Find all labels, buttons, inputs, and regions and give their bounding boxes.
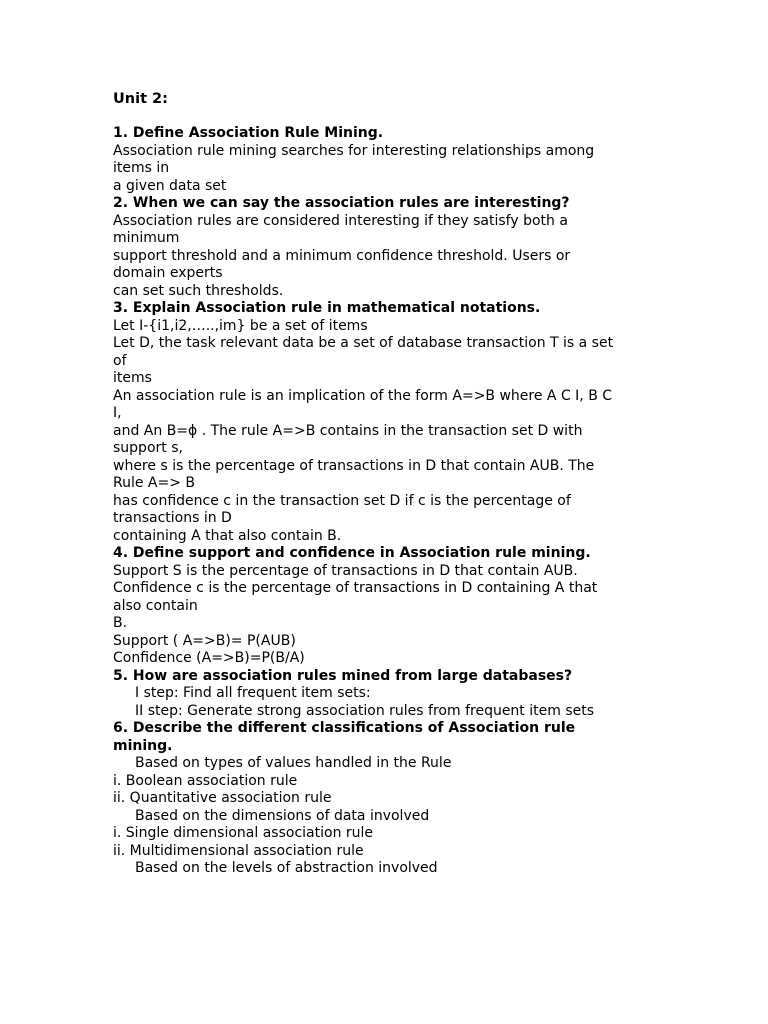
answer-line: support threshold and a minimum confidence threshold. Users or (113, 247, 571, 264)
answer-line: Support S is the percentage of transactions in D that contain AUB. (113, 562, 578, 579)
classification-item: i. Single dimensional association rule (113, 825, 374, 841)
answer-line: Association rule mining searches for interesting relationships among (113, 142, 595, 159)
question-heading: 1. Define Association Rule Mining. (113, 125, 384, 141)
unit-title: Unit 2: (113, 91, 168, 107)
classification-category: Based on types of values handled in the Rule (135, 755, 452, 771)
answer-line: Let I-{i1,i2,…..,im} be a set of items (113, 317, 368, 334)
section-4 (113, 545, 658, 668)
answer-line: transactions in D (113, 510, 232, 526)
question-heading: 6. Describe the different classifications of Association rule (113, 720, 576, 736)
question-heading: 2. When we can say the association rules are interesting? (113, 195, 570, 211)
question-heading: 4. Define support and confidence in Association rule mining. (113, 545, 591, 561)
answer-line: also contain (113, 597, 198, 614)
answer-line: An association rule is an implication of the form A=>B where A C I, B C (113, 387, 613, 404)
answer-line: I, (113, 405, 122, 421)
classification-item: i. Boolean association rule (113, 772, 298, 789)
answer-line: can set such thresholds. (113, 282, 284, 299)
answer-line: Support ( A=>B)= P(AUB) (113, 632, 296, 649)
classification-item: ii. Quantitative association rule (113, 790, 332, 806)
question-heading: 5. How are association rules mined from large databases? (113, 667, 573, 684)
answer-line: minimum (113, 230, 180, 246)
answer-line: domain experts (113, 265, 223, 281)
answer-line: where s is the percentage of transactions in D that contain AUB. The (113, 457, 595, 474)
section-6 (113, 720, 658, 878)
step-line: II step: Generate strong association rules from frequent item sets (135, 702, 595, 719)
answer-line: containing A that also contain B. (113, 527, 342, 544)
answer-line: has confidence c in the transaction set D if c is the percentage of (113, 492, 571, 509)
section-5 (113, 668, 658, 721)
answer-line: Rule A=> B (113, 475, 196, 491)
step-line: I step: Find all frequent item sets: (135, 685, 371, 701)
classification-category: Based on the dimensions of data involved (135, 807, 430, 824)
answer-line: and An B=ϕ . The rule A=>B contains in the transaction set D with (113, 422, 583, 439)
answer-line: items in (113, 160, 170, 176)
question-heading: 3. Explain Association rule in mathematical notations. (113, 300, 541, 316)
classification-item: ii. Multidimensional association rule (113, 842, 364, 859)
section-3 (113, 300, 658, 545)
answer-line: Association rules are considered interesting if they satisfy both a (113, 212, 568, 229)
answer-line: a given data set (113, 177, 227, 194)
document-page (113, 90, 658, 878)
answer-line: support s, (113, 440, 183, 456)
question-heading-continued: mining. (113, 737, 173, 754)
section-2 (113, 195, 658, 300)
answer-line: of (113, 352, 127, 369)
answer-line: Confidence c is the percentage of transactions in D containing A that (113, 580, 598, 596)
answer-line: Let D, the task relevant data be a set of database transaction T is a set (113, 335, 614, 351)
answer-line: items (113, 370, 152, 386)
section-1 (113, 125, 658, 195)
answer-line: Confidence (A=>B)=P(B/A) (113, 650, 305, 666)
classification-category: Based on the levels of abstraction involved (135, 860, 438, 876)
answer-line: B. (113, 615, 128, 631)
